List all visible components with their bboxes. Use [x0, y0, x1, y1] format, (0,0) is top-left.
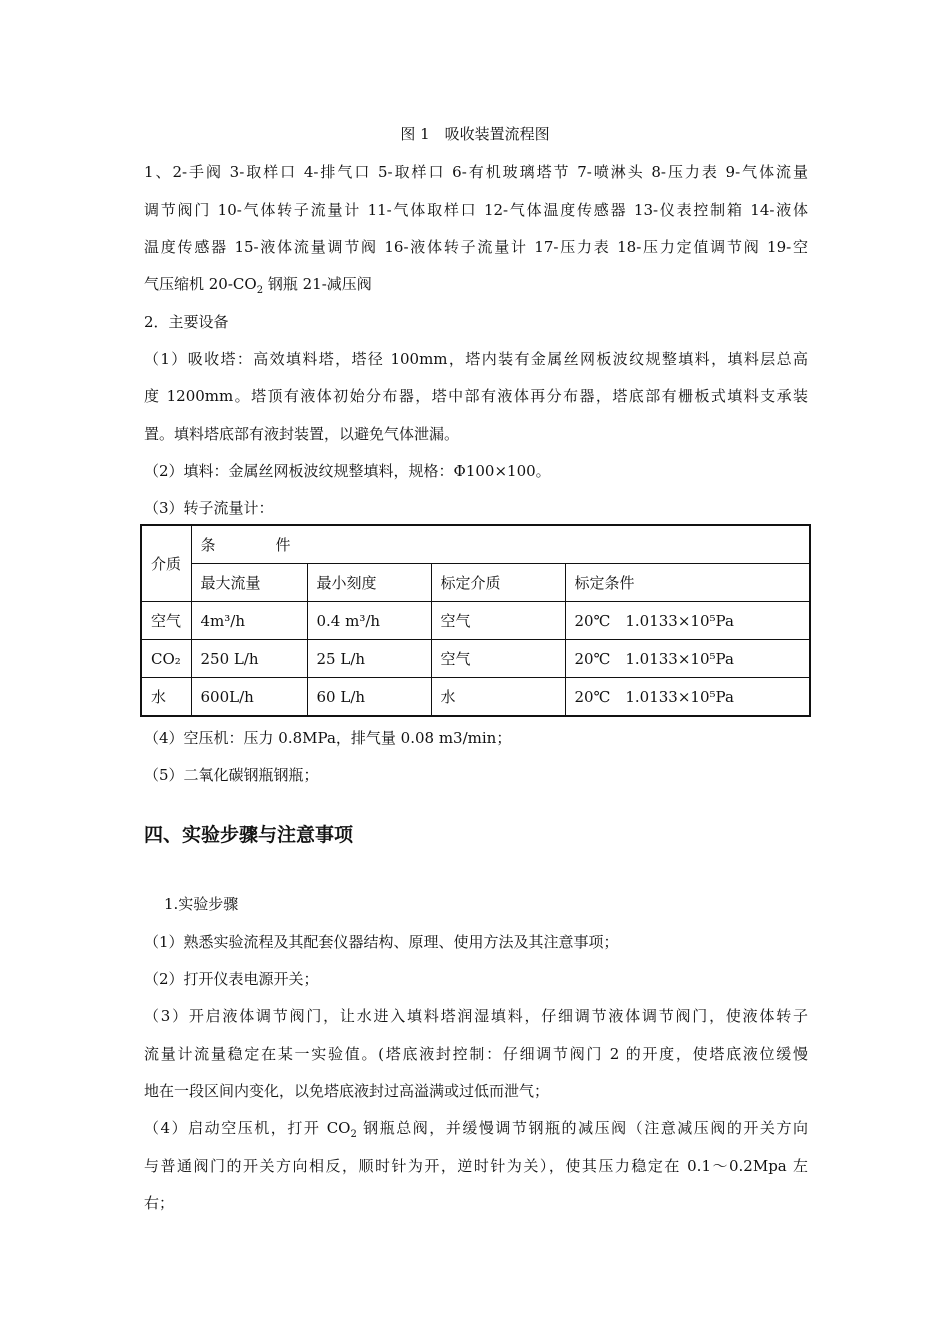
paragraph-line: （4）空压机：压力 0.8MPa，排气量 0.08 m3/min； — [144, 729, 512, 747]
table-cell: 60 L/h — [307, 678, 431, 717]
table-cell: 0.4 m³/h — [307, 602, 431, 640]
column-header: 最小刻度 — [307, 564, 431, 602]
table-cell: 600L/h — [191, 678, 307, 717]
paragraph-line — [144, 1118, 808, 1145]
paragraph-line: （2）打开仪表电源开关； — [144, 970, 319, 988]
table-cell: 20℃ 1.0133×10⁵Pa — [565, 678, 810, 717]
legend-text: 钢瓶 21-减压阀 — [263, 275, 372, 293]
column-header: 最大流量 — [191, 564, 307, 602]
paragraph-line: 与普通阀门的开关方向相反，顺时针为开，逆时针为关），使其压力稳定在 0.1～0.2Mpa 左 — [144, 1157, 808, 1175]
section-title: 2．主要设备 — [144, 313, 229, 331]
paragraph-line: （1）熟悉实验流程及其配套仪器结构、原理、使用方法及其注意事项； — [144, 933, 619, 951]
section-heading: 四、实验步骤与注意事项 — [144, 824, 354, 846]
legend-line-last — [144, 274, 808, 301]
table-cell: CO₂ — [141, 640, 191, 678]
column-header: 标定介质 — [431, 564, 565, 602]
paragraph-line: （3）开启液体调节阀门，让水进入填料塔润湿填料，仔细调节液体调节阀门，使液体转子 — [144, 1007, 808, 1025]
legend-line: 调节阀门 10-气体转子流量计 11-气体取样口 12-气体温度传感器 13-仪表控制箱 14-液体 — [144, 201, 808, 219]
step-text: 钢瓶总阀，并缓慢调节钢瓶的减压阀（注意减压阀的开关方向 — [356, 1119, 808, 1137]
paragraph-line: （2）填料：金属丝网板波纹规整填料，规格：Φ100×100。 — [144, 462, 551, 480]
table-cell: 4m³/h — [191, 602, 307, 640]
table-cell: 空气 — [431, 640, 565, 678]
paragraph-line: 度 1200mm。塔顶有液体初始分布器，塔中部有液体再分布器，塔底部有栅板式填料支承装 — [144, 387, 808, 405]
column-header: 标定条件 — [565, 564, 810, 602]
subsection-title: 1.实验步骤 — [164, 895, 239, 913]
table-cell: 水 — [431, 678, 565, 717]
legend-text: 气压缩机 20-CO — [144, 275, 257, 293]
medium-header: 介质 — [141, 525, 191, 602]
flowmeter-table — [140, 524, 811, 717]
table-row — [141, 602, 810, 640]
table-cell: 20℃ 1.0133×10⁵Pa — [565, 640, 810, 678]
paragraph-line: 地在一段区间内变化，以免塔底液封过高溢满或过低而泄气； — [144, 1082, 550, 1100]
paragraph-line: 右； — [144, 1194, 175, 1212]
table-row — [141, 678, 810, 717]
paragraph-line: 置。填料塔底部有液封装置，以避免气体泄漏。 — [144, 425, 460, 443]
paragraph-line: 流量计流量稳定在某一实验值。(塔底液封控制：仔细调节阀门 2 的开度，使塔底液位缓慢 — [144, 1045, 808, 1063]
table-row — [141, 640, 810, 678]
legend-line: 温度传感器 15-液体流量调节阀 16-液体转子流量计 17-压力表 18-压力定值调节阀 19-空 — [144, 238, 808, 256]
legend-line: 1、2-手阀 3-取样口 4-排气口 5-取样口 6-有机玻璃塔节 7-喷淋头 8-压力表 9-气体流量 — [144, 163, 808, 181]
table-cell: 空气 — [141, 602, 191, 640]
paragraph-line: （3）转子流量计： — [144, 499, 274, 517]
table-cell: 25 L/h — [307, 640, 431, 678]
table-cell: 250 L/h — [191, 640, 307, 678]
paragraph-line: （1）吸收塔：高效填料塔，塔径 100mm，塔内装有金属丝网板波纹规整填料，填料层总高 — [144, 350, 808, 368]
table-cell: 20℃ 1.0133×10⁵Pa — [565, 602, 810, 640]
subscript: 2 — [256, 285, 264, 296]
step-text: （4）启动空压机，打开 CO — [144, 1119, 351, 1137]
condition-header: 条 件 — [191, 525, 810, 564]
table-cell: 空气 — [431, 602, 565, 640]
paragraph-line: （5）二氧化碳钢瓶钢瓶； — [144, 766, 319, 784]
figure-caption: 图 1 吸收装置流程图 — [400, 125, 550, 143]
subscript: 2 — [350, 1129, 357, 1140]
table-cell: 水 — [141, 678, 191, 717]
